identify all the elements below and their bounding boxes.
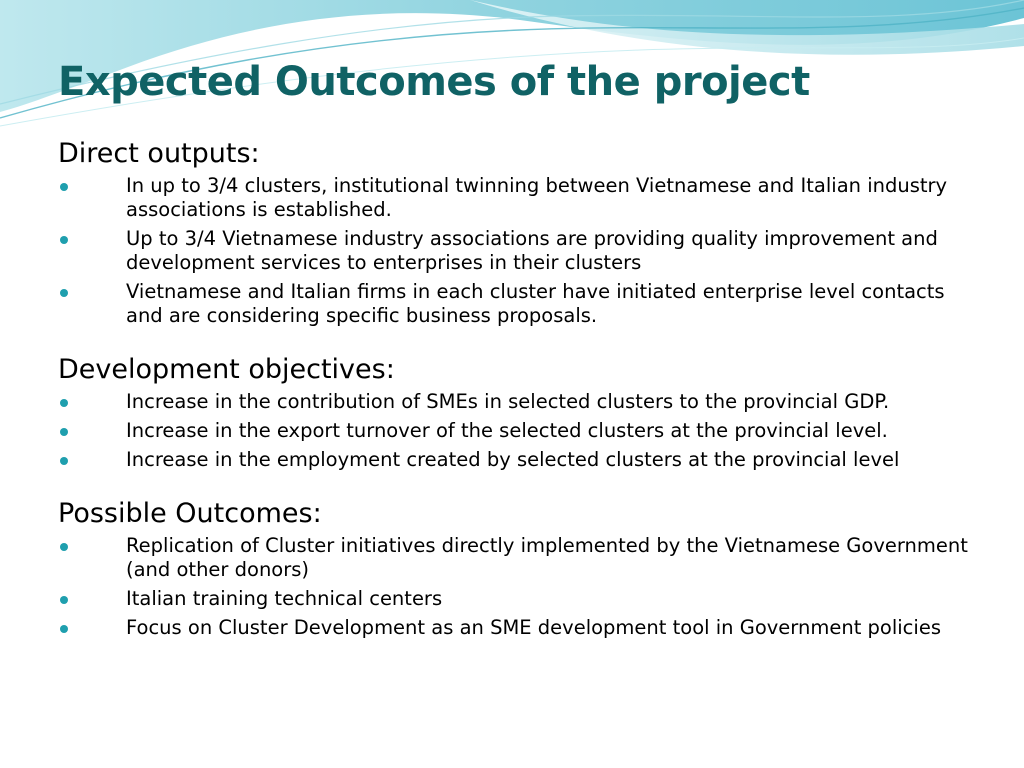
bullet-text: Replication of Cluster initiatives directly implemented by the Vietnamese Government (and other donors) bbox=[126, 534, 968, 581]
bullet-text: Up to 3/4 Vietnamese industry associations are providing quality improvement and development services to enterprises in their clusters bbox=[126, 227, 938, 274]
bullet-item bbox=[58, 616, 978, 640]
section-heading: Development objectives: bbox=[58, 354, 395, 385]
bullet-item bbox=[58, 280, 978, 328]
bullet-text: Increase in the export turnover of the selected clusters at the provincial level. bbox=[126, 419, 888, 442]
slide-title: Expected Outcomes of the project bbox=[58, 59, 810, 105]
bullet-item bbox=[58, 174, 978, 222]
bullet-dot-icon bbox=[60, 625, 68, 633]
bullet-dot-icon bbox=[60, 236, 68, 244]
section bbox=[58, 354, 978, 472]
section-heading: Direct outputs: bbox=[58, 138, 260, 169]
bullet-text: Increase in the contribution of SMEs in selected clusters to the provincial GDP. bbox=[126, 390, 890, 413]
bullet-item bbox=[58, 534, 978, 582]
bullet-text: In up to 3/4 clusters, institutional twinning between Vietnamese and Italian industry associations is established. bbox=[126, 174, 948, 221]
bullet-item bbox=[58, 587, 978, 611]
bullet-item bbox=[58, 390, 978, 414]
bullet-list bbox=[58, 174, 978, 328]
slide-content bbox=[58, 138, 978, 645]
bullet-dot-icon bbox=[60, 428, 68, 436]
section bbox=[58, 498, 978, 640]
section bbox=[58, 138, 978, 328]
bullet-item bbox=[58, 419, 978, 443]
bullet-dot-icon bbox=[60, 289, 68, 297]
bullet-item bbox=[58, 227, 978, 275]
bullet-dot-icon bbox=[60, 596, 68, 604]
bullet-text: Increase in the employment created by selected clusters at the provincial level bbox=[126, 448, 900, 471]
bullet-dot-icon bbox=[60, 543, 68, 551]
bullet-text: Vietnamese and Italian firms in each cluster have initiated enterprise level contacts and are considering specific business proposals. bbox=[126, 280, 945, 327]
section-heading: Possible Outcomes: bbox=[58, 498, 322, 529]
bullet-item bbox=[58, 448, 978, 472]
bullet-text: Italian training technical centers bbox=[126, 587, 443, 610]
bullet-text: Focus on Cluster Development as an SME development tool in Government policies bbox=[126, 616, 941, 639]
bullet-dot-icon bbox=[60, 457, 68, 465]
bullet-dot-icon bbox=[60, 399, 68, 407]
bullet-list bbox=[58, 390, 978, 472]
bullet-dot-icon bbox=[60, 183, 68, 191]
bullet-list bbox=[58, 534, 978, 640]
